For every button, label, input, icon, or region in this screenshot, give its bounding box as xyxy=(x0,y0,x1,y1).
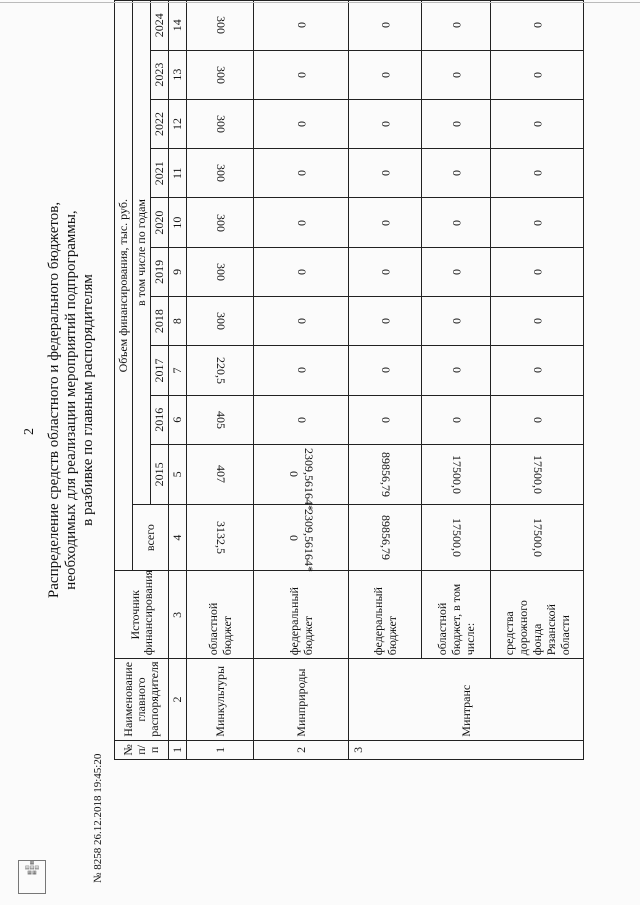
header-year: 2020 xyxy=(151,198,169,247)
row-year-value: 0 xyxy=(378,416,393,423)
row-year-value: 300 xyxy=(213,262,228,281)
row-year-value: 0 xyxy=(294,416,309,423)
row-year-value: 0 xyxy=(449,22,464,29)
document-title xyxy=(46,0,97,800)
row-year-value: 0 xyxy=(378,318,393,325)
row-year-value: 2309,56164* 0 xyxy=(287,448,316,512)
column-index: 9 xyxy=(169,247,187,296)
row-year-value: 0 xyxy=(378,170,393,177)
row-year-value: 0 xyxy=(294,219,309,226)
column-index: 11 xyxy=(169,149,187,198)
table-row xyxy=(422,1,491,760)
row-year-value: 0 xyxy=(378,71,393,78)
row-year-value: 0 xyxy=(449,219,464,226)
row-year-value: 300 xyxy=(213,312,228,331)
row-year-value: 0 xyxy=(530,318,545,325)
table-row xyxy=(349,1,422,760)
row-year-value: 0 xyxy=(530,120,545,127)
row-total: 17500,0 xyxy=(449,518,464,558)
row-name: Минприроды xyxy=(254,659,349,740)
row-num: 2 xyxy=(254,740,349,759)
row-year-value: 0 xyxy=(378,367,393,374)
row-year-value: 0 xyxy=(378,120,393,127)
title-line: Распределение средств областного и федерального бюджетов, xyxy=(46,201,62,599)
row-year-value: 300 xyxy=(213,65,228,84)
page-number: 2 xyxy=(22,428,37,435)
row-name: Минкультуры xyxy=(187,659,254,740)
column-index: 8 xyxy=(169,297,187,346)
column-index: 4 xyxy=(169,504,187,570)
row-num: 1 xyxy=(187,740,254,759)
column-index: 14 xyxy=(169,1,187,51)
column-index: 10 xyxy=(169,198,187,247)
row-year-value: 300 xyxy=(213,16,228,35)
header-year: 2022 xyxy=(151,99,169,148)
row-year-value: 0 xyxy=(294,268,309,275)
row-year-value: 405 xyxy=(213,410,228,429)
document-registration-ref: № 8258 26.12.2018 19:45:20 xyxy=(92,753,104,883)
row-year-value: 407 xyxy=(213,465,228,484)
header-source: Источник финансирования xyxy=(115,571,169,659)
row-year-value: 17500,0 xyxy=(530,454,545,494)
row-year-value: 0 xyxy=(449,71,464,78)
header-name: Наименование главного распорядителя xyxy=(115,659,169,740)
row-year-value: 0 xyxy=(449,367,464,374)
column-index: 2 xyxy=(169,659,187,740)
row-year-value: 0 xyxy=(378,219,393,226)
row-year-value: 0 xyxy=(449,416,464,423)
header-by-years: в том числе по годам xyxy=(133,1,151,505)
row-year-value: 0 xyxy=(449,170,464,177)
row-year-value: 0 xyxy=(294,170,309,177)
header-total: всего xyxy=(133,504,169,570)
row-total: 2309,56164* 0 xyxy=(287,508,316,572)
row-year-value: 0 xyxy=(294,71,309,78)
row-total: 89856,79 xyxy=(378,515,393,561)
scan-edge-mark xyxy=(0,2,640,3)
row-year-value: 0 xyxy=(294,318,309,325)
column-index: 6 xyxy=(169,395,187,444)
row-year-value: 0 xyxy=(530,219,545,226)
row-year-value: 300 xyxy=(213,213,228,232)
row-year-value: 0 xyxy=(530,416,545,423)
column-index: 7 xyxy=(169,346,187,395)
header-year: 2019 xyxy=(151,247,169,296)
row-total: 3132,5 xyxy=(213,521,228,555)
title-line: необходимых для реализации мероприятий подпрограммы, xyxy=(63,210,79,590)
row-total: 17500,0 xyxy=(530,518,545,558)
registry-stamp-icon: ▦ ▤▤▤ ▦▦ xyxy=(18,860,46,894)
row-year-value: 0 xyxy=(530,71,545,78)
table-row xyxy=(491,1,584,760)
header-year: 2018 xyxy=(151,297,169,346)
row-year-value: 0 xyxy=(294,120,309,127)
row-year-value: 0 xyxy=(449,120,464,127)
column-index: 13 xyxy=(169,50,187,99)
row-source: средства дорожного фонда Рязанской области xyxy=(491,571,584,659)
row-year-value: 300 xyxy=(213,164,228,183)
table-row xyxy=(187,1,254,760)
header-year: 2023 xyxy=(151,50,169,99)
row-year-value: 0 xyxy=(530,367,545,374)
column-index: 1 xyxy=(169,740,187,759)
title-line: в разбивке по главным распорядителям xyxy=(80,274,96,526)
header-volume: Объем финансирования, тыс. руб. xyxy=(115,1,133,571)
row-year-value: 0 xyxy=(530,268,545,275)
column-index: 12 xyxy=(169,99,187,148)
row-year-value: 0 xyxy=(530,170,545,177)
header-year: 2015 xyxy=(151,444,169,504)
row-year-value: 0 xyxy=(378,22,393,29)
row-source: федеральный бюджет xyxy=(349,571,422,659)
row-year-value: 17500,0 xyxy=(449,454,464,494)
header-year: 2017 xyxy=(151,346,169,395)
row-year-value: 220,5 xyxy=(213,356,228,384)
header-year: 2016 xyxy=(151,395,169,444)
row-source: областной бюджет xyxy=(187,571,254,659)
row-name: Минтранс xyxy=(349,659,584,740)
row-year-value: 0 xyxy=(294,22,309,29)
header-num: № п/п xyxy=(115,740,169,759)
row-source: областной бюджет, в том числе: xyxy=(422,571,491,659)
row-year-value: 300 xyxy=(213,114,228,133)
row-year-value: 0 xyxy=(530,22,545,29)
header-year: 2021 xyxy=(151,149,169,198)
row-source: федеральный бюджет xyxy=(254,571,349,659)
row-year-value: 0 xyxy=(294,367,309,374)
table-row xyxy=(254,1,349,760)
header-year: 2024 xyxy=(151,1,169,51)
column-index: 3 xyxy=(169,571,187,659)
row-year-value: 89856,79 xyxy=(378,451,393,497)
column-index: 5 xyxy=(169,444,187,504)
row-year-value: 0 xyxy=(449,268,464,275)
row-year-value: 0 xyxy=(378,268,393,275)
row-year-value: 0 xyxy=(449,318,464,325)
budget-table xyxy=(114,0,584,760)
rotated-document xyxy=(46,0,606,800)
row-num: 3 xyxy=(349,740,584,759)
